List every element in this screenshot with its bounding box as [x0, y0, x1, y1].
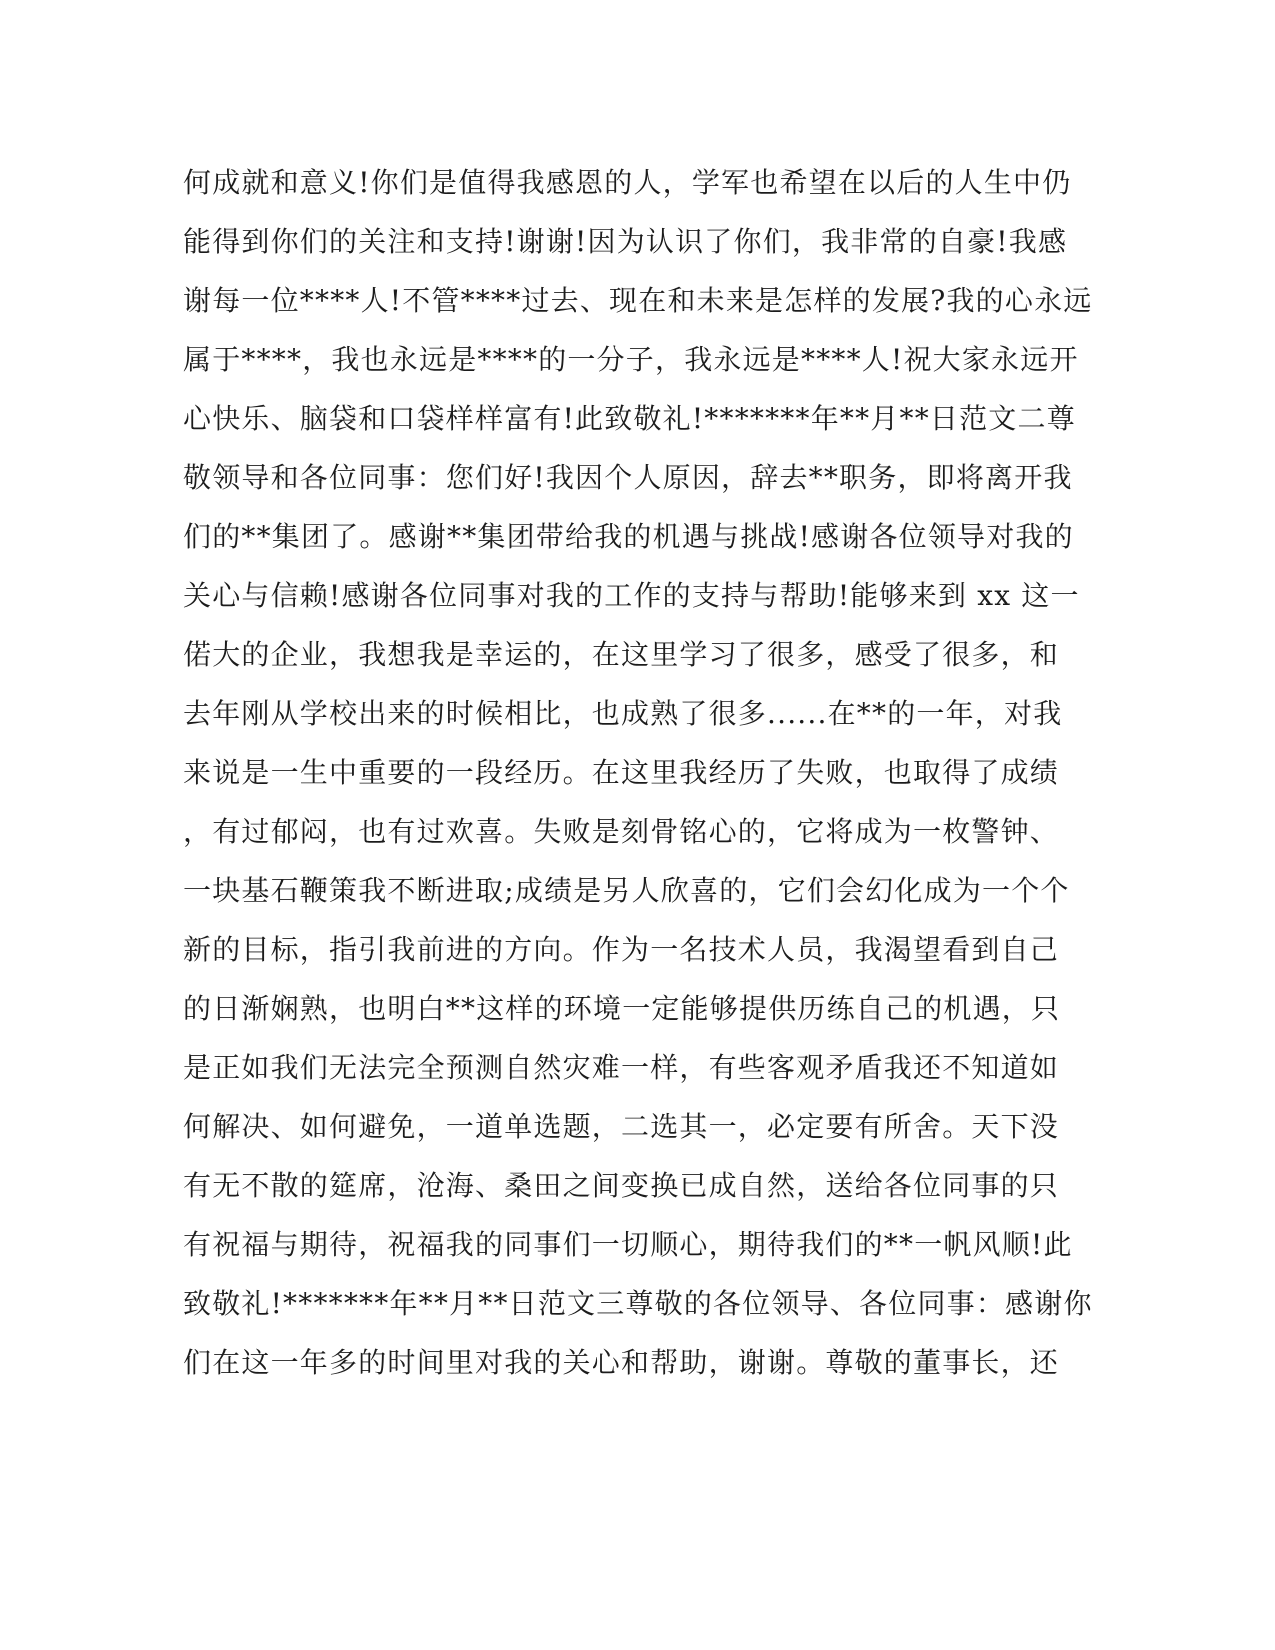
- text-line: 谢每一位****人!不管****过去、现在和未来是怎样的发展?我的心永远: [183, 284, 1093, 317]
- text-line: 敬领导和各位同事：您们好!我因个人原因，辞去**职务，即将离开我: [183, 461, 1073, 494]
- text-line: 致敬礼!*******年**月**日范文三尊敬的各位领导、各位同事：感谢你: [183, 1287, 1093, 1320]
- text-line: ，有过郁闷，也有过欢喜。失败是刻骨铭心的，它将成为一枚警钟、: [183, 815, 1060, 848]
- text-line: 的日渐娴熟，也明白**这样的环境一定能够提供历练自己的机遇，只: [183, 992, 1061, 1025]
- text-line: 有祝福与期待，祝福我的同事们一切顺心，期待我们的**一帆风顺!此: [183, 1228, 1073, 1261]
- text-line: 新的目标，指引我前进的方向。作为一名技术人员，我渴望看到自己: [183, 933, 1060, 966]
- text-line: 去年刚从学校出来的时候相比，也成熟了很多......在**的一年，对我: [183, 697, 1063, 730]
- text-line: 属于****，我也永远是****的一分子，我永远是****人!祝大家永远开: [183, 343, 1079, 376]
- text-line: 来说是一生中重要的一段经历。在这里我经历了失败，也取得了成绩: [183, 756, 1060, 789]
- text-line: 有无不散的筵席，沧海、桑田之间变换已成自然，送给各位同事的只: [183, 1169, 1060, 1202]
- text-line: 心快乐、脑袋和口袋样样富有!此致敬礼!*******年**月**日范文二尊: [183, 402, 1076, 435]
- text-line: 何解决、如何避免，一道单选题，二选其一，必定要有所舍。天下没: [183, 1110, 1060, 1143]
- text-line: 能得到你们的关注和支持!谢谢!因为认识了你们，我非常的自豪!我感: [183, 225, 1068, 258]
- text-line: 们在这一年多的时间里对我的关心和帮助，谢谢。尊敬的董事长，还: [183, 1346, 1060, 1379]
- text-line: 关心与信赖!感谢各位同事对我的工作的支持与帮助!能够来到 xx 这一: [183, 579, 1080, 612]
- text-line: 们的**集团了。感谢**集团带给我的机遇与挑战!感谢各位领导对我的: [183, 520, 1074, 553]
- text-line: 是正如我们无法完全预测自然灾难一样，有些客观矛盾我还不知道如: [183, 1051, 1060, 1084]
- text-line: 一块基石鞭策我不断进取;成绩是另人欣喜的，它们会幻化成为一个个: [183, 874, 1070, 907]
- text-line: 偌大的企业，我想我是幸运的，在这里学习了很多，感受了很多，和: [183, 638, 1060, 671]
- body-text: [183, 158, 1093, 1397]
- text-line: 何成就和意义!你们是值得我感恩的人，学军也希望在以后的人生中仍: [183, 166, 1072, 199]
